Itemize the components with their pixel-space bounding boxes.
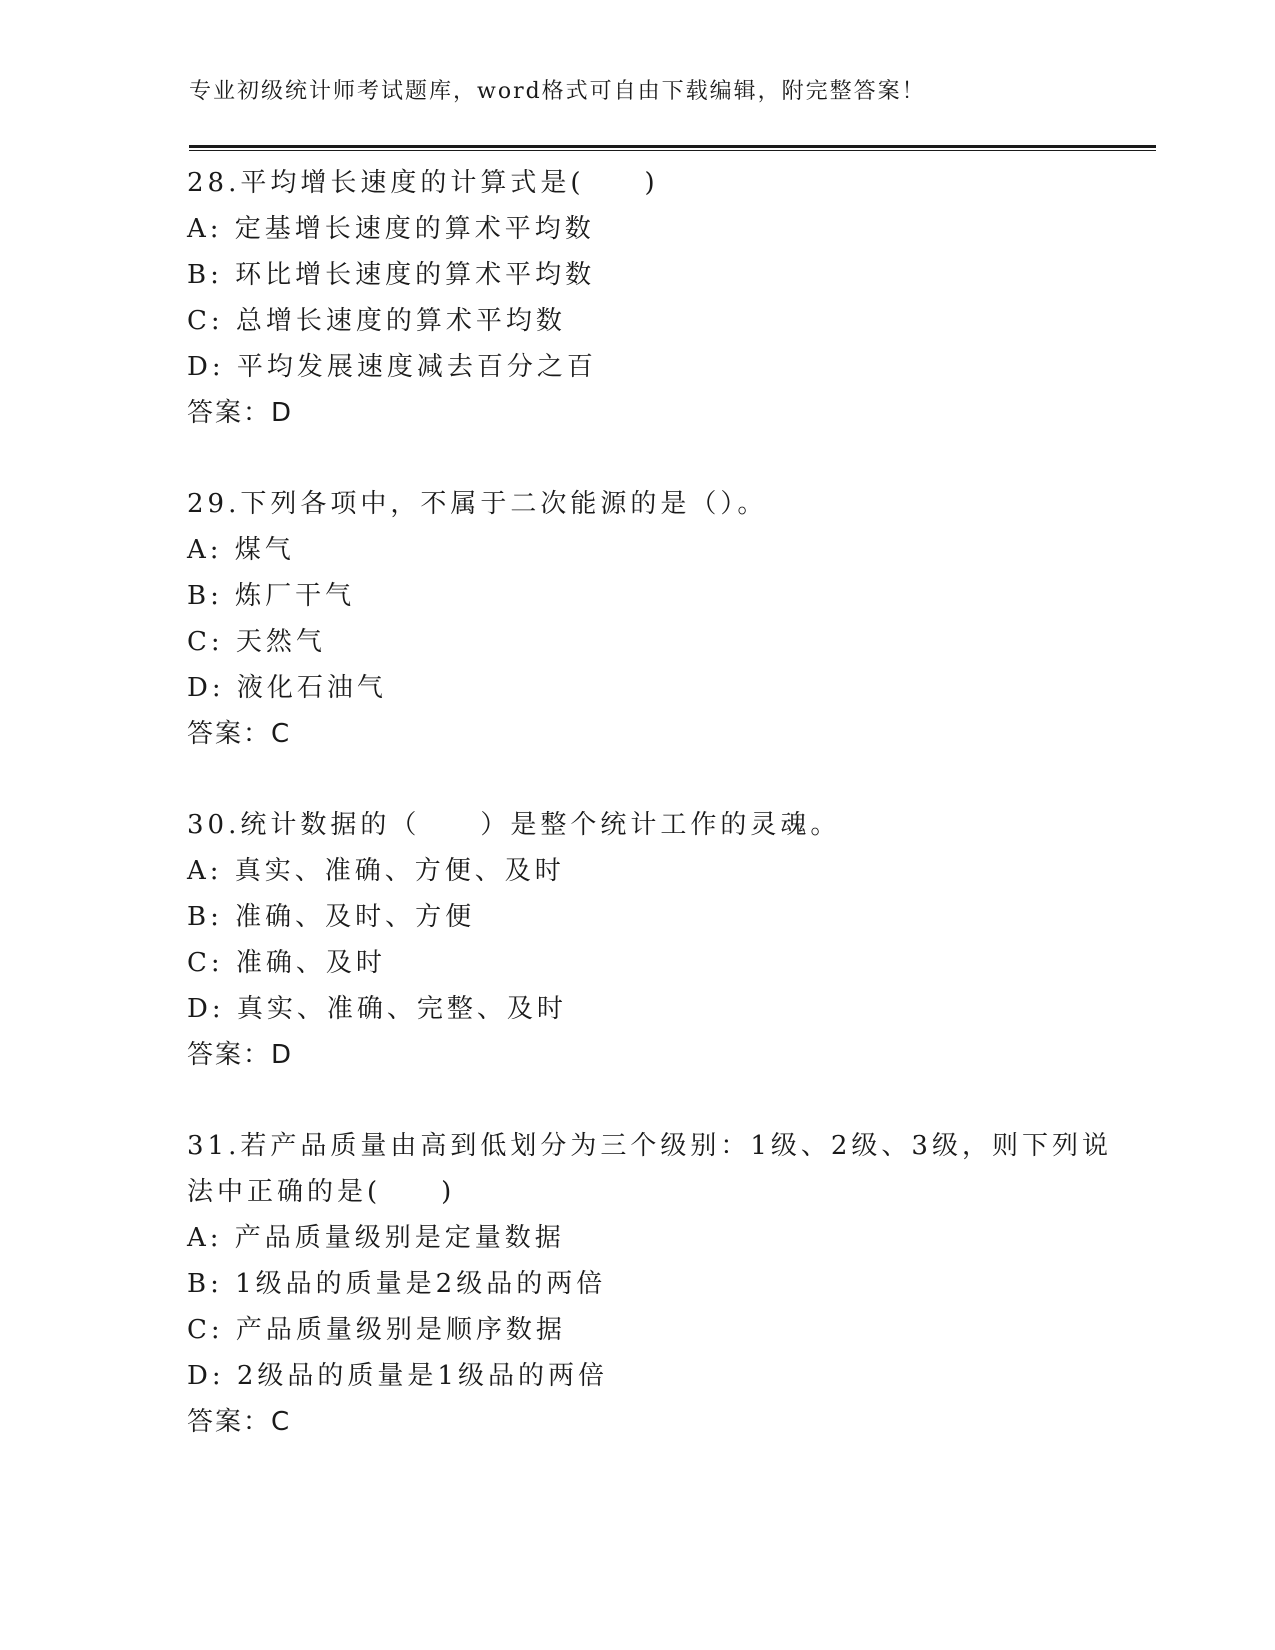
option-a: A: 产品质量级别是定量数据 bbox=[187, 1223, 565, 1253]
option-d: D: 平均发展速度减去百分之百 bbox=[187, 352, 597, 382]
header-rule-thin bbox=[189, 150, 1156, 151]
option-a: A: 煤气 bbox=[187, 535, 295, 565]
option-c: C: 准确、及时 bbox=[187, 948, 386, 978]
option-b: B: 环比增长速度的算术平均数 bbox=[187, 260, 596, 290]
option-c: C: 总增长速度的算术平均数 bbox=[187, 306, 566, 336]
question-stem: 29.下列各项中，不属于二次能源的是（）。 bbox=[187, 489, 768, 519]
page-header: 专业初级统计师考试题库，word格式可自由下载编辑，附完整答案！ bbox=[189, 79, 926, 104]
question-stem-line-2: 法中正确的是( ) bbox=[187, 1177, 456, 1207]
option-b: B: 炼厂干气 bbox=[187, 581, 356, 611]
option-b: B: 准确、及时、方便 bbox=[187, 902, 476, 932]
answer: 答案：D bbox=[187, 1040, 294, 1070]
option-d: D: 真实、准确、完整、及时 bbox=[187, 994, 567, 1024]
option-a: A: 真实、准确、方便、及时 bbox=[187, 856, 565, 886]
option-c: C: 天然气 bbox=[187, 627, 326, 657]
header-rule-thick bbox=[189, 145, 1156, 148]
answer: 答案：C bbox=[187, 1407, 292, 1437]
question-stem-line-1: 31.若产品质量由高到低划分为三个级别：1级、2级、3级，则下列说 bbox=[187, 1131, 1112, 1161]
option-d: D: 液化石油气 bbox=[187, 673, 387, 703]
question-list bbox=[187, 160, 1112, 1490]
question-30 bbox=[187, 802, 1087, 1078]
question-stem: 30.统计数据的（ ）是整个统计工作的灵魂。 bbox=[187, 810, 841, 840]
answer: 答案：C bbox=[187, 719, 292, 749]
option-b: B: 1级品的质量是2级品的两倍 bbox=[187, 1269, 607, 1299]
question-stem: 28.平均增长速度的计算式是( ) bbox=[187, 168, 659, 198]
question-31 bbox=[187, 1123, 1112, 1445]
question-28 bbox=[187, 160, 1087, 436]
answer: 答案：D bbox=[187, 398, 294, 428]
option-d: D: 2级品的质量是1级品的两倍 bbox=[187, 1361, 608, 1391]
option-c: C: 产品质量级别是顺序数据 bbox=[187, 1315, 566, 1345]
option-a: A: 定基增长速度的算术平均数 bbox=[187, 214, 595, 244]
question-29 bbox=[187, 481, 1087, 757]
